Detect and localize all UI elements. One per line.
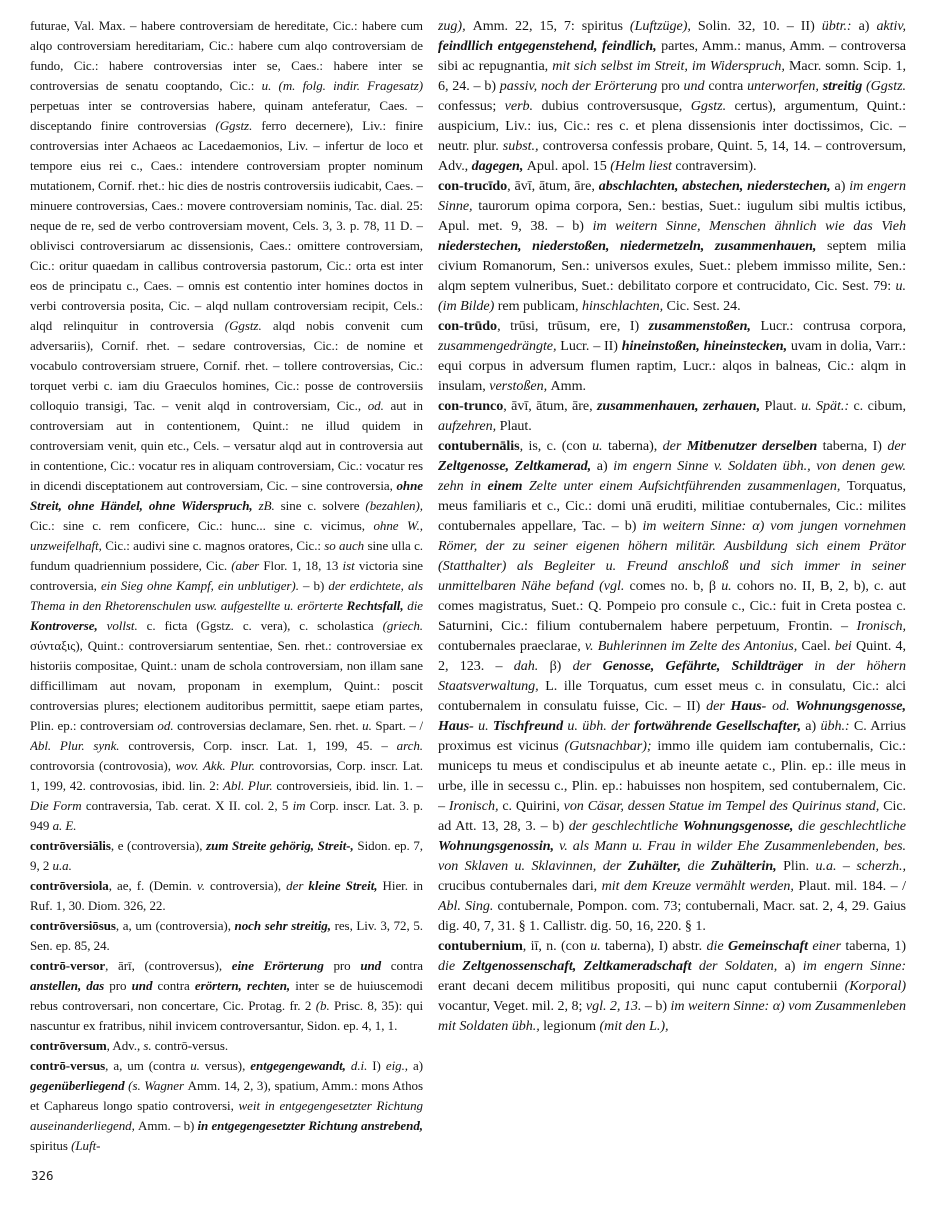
entry-controversum: contrōversum, Adv., s. contrō-versus. <box>30 1038 229 1053</box>
entry-contro-versor: contrō-versor, ārī, (controversus), eine Erörterung pro und contra anstellen, das pro und contra erörtern, rechten, inter se de huiuscemodi rebus controversari, non concertare, Cic. Protag. fr. 2 (b. Prisc. 8, 35): qui nascuntur ex fratribus, nihil invicem controversantur, Sidon. ep. 4, 1, 1. <box>30 958 423 1033</box>
entry-controversialis: contrōversiālis, e (controversia), zum Streite gehörig, Streit-, Sidon. ep. 7, 9, 2 u.a. <box>30 838 423 873</box>
entry-contro-versus-continued: zug), Amm. 22, 15, 7: spiritus (Luftzüge), Solin. 32, 10. – II) übtr.: a) aktiv, feindllich entgegenstehend, feindlich, partes, Amm.: manus, Amm. – controversa sibi ac repugnantia, mit sich selbst im Streit, im Widerspruch, Macr. somn. Scip. 1, 6, 24. – b) passiv, noch der Erörterung pro und contra unterworfen, streitig (Ggstz. confessus; verb. dubius controversusque, Ggstz. certus), argumentum, Quint.: auspicium, Liv.: ius, Cic.: res c. et plena dissensionis inter doctissimos, Cic. – neutr. plur. subst., controversa confessis probare, Quint. 5, 14, 14. – controversum, Adv., dagegen, Apul. apol. 15 (Helm liest contraversim). <box>438 18 906 174</box>
entry-contro-versus: contrō-versus, a, um (contra u. versus), entgegengewandt, d.i. I) eig., a) gegenüberliegend (s. Wagner Amm. 14, 2, 3), spatium, Amm.: mons Athos et Caphareus longo spatio controversi, weit in entgegengesetzter Richtung auseinanderliegend, Amm. – b) in entgegengesetzter Richtung anstrebend, spiritus (Luft- <box>30 1058 423 1153</box>
entry-con-trucido: con-trucīdo, āvī, ātum, āre, abschlachten, abstechen, niederstechen, a) im engern Sinne, taurorum opima corpora, Sen.: bestias, Suet.: iugulum sibi multis ictibus, Apul. met. 9, 38. – b) im weitern Sinne, Menschen ähnlich wie das Vieh niederstechen, niederstoßen, niedermetzeln, zusammenhauen, septem milia civium Romanorum, Sen.: universos exules, Suet.: plebem immisso milite, Sen.: alqm septem vulneribus, Suet.: debilitato corpore et contrucidato, Cic. Sest. 79: u. (im Bilde) rem publicam, hinschlachten, Cic. Sest. 24. <box>438 178 906 314</box>
entry-con-trudo: con-trūdo, trūsi, trūsum, ere, I) zusammenstoßen, Lucr.: contrusa corpora, zusammengedrängte, Lucr. – II) hineinstoßen, hineinstecken, uvam in dolia, Varr.: equi corpus in adversum flumen raptim, Lucr.: alqos in balneas, Cic.: alqm in insulam, verstoßen, Amm. <box>438 318 906 394</box>
entry-controversiola: contrōversiola, ae, f. (Demin. v. controversia), der kleine Streit, Hier. in Ruf. 1, 30. Diom. 326, 22. <box>30 878 423 913</box>
right-column <box>438 16 906 1168</box>
page-number: 326 <box>31 1168 54 1183</box>
entry-con-trunco: con-trunco, āvī, ātum, āre, zusammenhauen, zerhauen, Plaut. u. Spät.: c. cibum, aufzehren, Plaut. <box>438 398 906 434</box>
left-column <box>30 16 423 1168</box>
entry-contubernium: contubernium, iī, n. (con u. taberna), I) abstr. die Gemeinschaft einer taberna, 1) die Zeltgenossenschaft, Zeltkameradschaft der Soldaten, a) im engern Sinne: erant decani decem militibus propositi, qui nunc caput contubernii (Korporal) vocantur, Veget. mil. 2, 8; vgl. 2, 13. – b) im weitern Sinne: α) vom Zusammenleben mit Soldaten übh., legionum (mit den L.), <box>438 938 906 1034</box>
entry-contubernalis: contubernālis, is, c. (con u. taberna), der Mitbenutzer derselben taberna, I) der Zeltgenosse, Zeltkamerad, a) im engern Sinne v. Soldaten übh., von denen gew. zehn in einem Zelte unter einem Aufsichtführenden zusammenlagen, Torquatus, meus familiaris et c., Cic.: domi unā eruditi, militiae contubernales, Cic.: milites contubernales appellare, Tac. – b) im weitern Sinne: α) vom jungen vornehmen Römer, der zu seiner eigenen höhern militär. Ausbildung sich einem Prätor (Statthalter) als Begleiter u. Freund anschloß und sich immer in seiner unmittelbaren Nähe befand (vgl. comes no. b, β u. cohors no. II, B, 2, b), c. aut comes magistratus, Suet.: Q. Pompeio pro consule c., Cic.: fuit in Creta postea c. Saturnini, Cic.: filium contubernalem habere perpetuum, Frontin. – Ironisch, contubernales praeclarae, v. Buhlerinnen im Zelte des Antonius, Cael. bei Quint. 4, 2, 123. – dah. β) der Genosse, Gefährte, Schildträger in der höhern Staatsverwaltung, L. ille Torquatus, cum esset meus c. in consulatu, Cic.: alci contubernalem in consulatu fuisse, Cic. – II) der Haus- od. Wohnungsgenosse, Haus- u. Tischfreund u. übh. der fortwährende Gesellschafter, a) übh.: C. Arrius proximus est vicinus (Gutsnachbar); immo ille quidem iam contubernalis, Cic.: municeps tu meus et condiscipulus et ab ineunte aetate c., Plin. ep.: ille meus in urbe, ille in secessu c., Plin. ep.: habuisses non hospitem, sed contubernalem, Cic. – Ironisch, c. Quirini, von Cäsar, dessen Statue im Tempel des Quirinus stand, Cic. ad Att. 13, 28, 3. – b) der geschlechtliche Wohnungsgenosse, die geschlechtliche Wohnungsgenossin, v. als Mann u. Frau in wilder Ehe Zusammenlebenden, bes. von Sklaven u. Sklavinnen, der Zuhälter, die Zuhälterin, Plin. u.a. – scherzh., crucibus contubernales dari, mit dem Kreuze vermählt werden, Plaut. mil. 184. – / Abl. Sing. contubernale, Pompon. com. 73; contubernali, Macr. sat. 2, 4, 29. Gaius dig. 40, 7, 31. § 1. Callistr. dig. 50, 16, 220. § 1. <box>438 438 906 934</box>
entry-controversia-continued: futurae, Val. Max. – habere controversiam de hereditate, Cic.: habere cum alqo controversiam hereditariam, Cic.: habere cum alqo controversiam de fundo, Cic.: habere controversias inter se, Caes.: habere inter se controversias de senatu cooptando, Cic.: u. (m. folg. indir. Fragesatz) perpetuas inter se controversias habere, quinam anteferatur, Caes. – disceptando finire controversias (Ggstz. ferro decernere), Liv.: finire controversias inter Achaeos ac Lacedaemonios, Liv. – infertur de loco et tempore eius rei c., Caes.: intendere controversiam propter nominum mutationem, Cornif. rhet.: hic dies de nostris controversiis iudicabit, Caes. – minuere controversias, Caes.: movere controversiam nominis, Tac. dial. 25: neque de re, sed de verbo controversiam movent, Cels. 3, 3. p. 78, 11 D. – oblivisci controversiarum ac dissensionis, Caes.: omittere controversiam, Cic.: oritur quaedam in callibus controversia pastorum, Cic.: orta est inter eos de principatu c., Caes. – omnis est contentio inter homines doctos in verbi controversia posita, Cic. – alqd nullam controversiam recipit, Cels.: alqd relinquitur in controversia (Ggstz. alqd nobis convenit cum adversariis), Cornif. rhet. – sedare controversias, Cic.: de nomine et vocabulo controversiam struere, Cornif. rhet. – tollere controversias, Cic.: torquet verbi c. iam diu Graeculos homines, Cic.: posse de controversiis colloquio transigi, Tac. – venit alqd in controversiam, Cic., od. aut in controversiam aut in contentionem, Quint.: ne illud quidem in controversiam venit, quin etc., Cels. – versatur alqd aut in controversia aut in contentione, Cic.: vocatur res in aliquam controversiam, Cic.: vocatur res in dicendi disceptationem aut controversiam, Cic. – sine controversia, ohne Streit, ohne Händel, ohne Widerspruch, zB. sine c. solvere (bezahlen), Cic.: sine c. rem conficere, Cic.: hunc... sine c. vicimus, ohne W., unzweifelhaft, Cic.: audivi sine c. magnos oratores, Cic.: so auch sine ulla c. fundum quadriennium possidere, Cic. (aber Flor. 1, 18, 13 ist victoria sine controversia, ein Sieg ohne Kampf, ein unblutiger). – b) der erdichtete, als Thema in den Rhetorenschulen usw. aufgestellte u. erörterte Rechtsfall, die Kontroverse, vollst. c. ficta (Ggstz. c. vera), c. scholastica (griech. σύνταξις), Quint.: controversiarum sententiae, Sen. rhet.: controversiae ex historiis compositae, Quint.: unam de schola controversiam, non illam sane difficillimam aut novam, proponam in exemplum, Quint.: poscit controversias plures; electionem auditoribus permittit, saepe etiam partes, Plin. ep.: controversiam od. controversias declamare, Sen. rhet. u. Spart. – / Abl. Plur. synk. controversis, Corp. inscr. Lat. 1, 199, 45. – arch. controvorsia (controvosia), wov. Akk. Plur. controvorsias, Corp. inscr. Lat. 1, 199, 42. controvosias, ibid. lin. 2: Abl. Plur. controversieis, ibid. lin. 1. – Die Form contraversia, Tab. cerat. X II. col. 2, 5 im Corp. inscr. Lat. 3. p. 949 a. E. <box>30 18 423 833</box>
entry-controversiosus: contrōversiōsus, a, um (controversia), noch sehr streitig, res, Liv. 3, 72, 5. Sen. ep. 85, 24. <box>30 918 423 953</box>
